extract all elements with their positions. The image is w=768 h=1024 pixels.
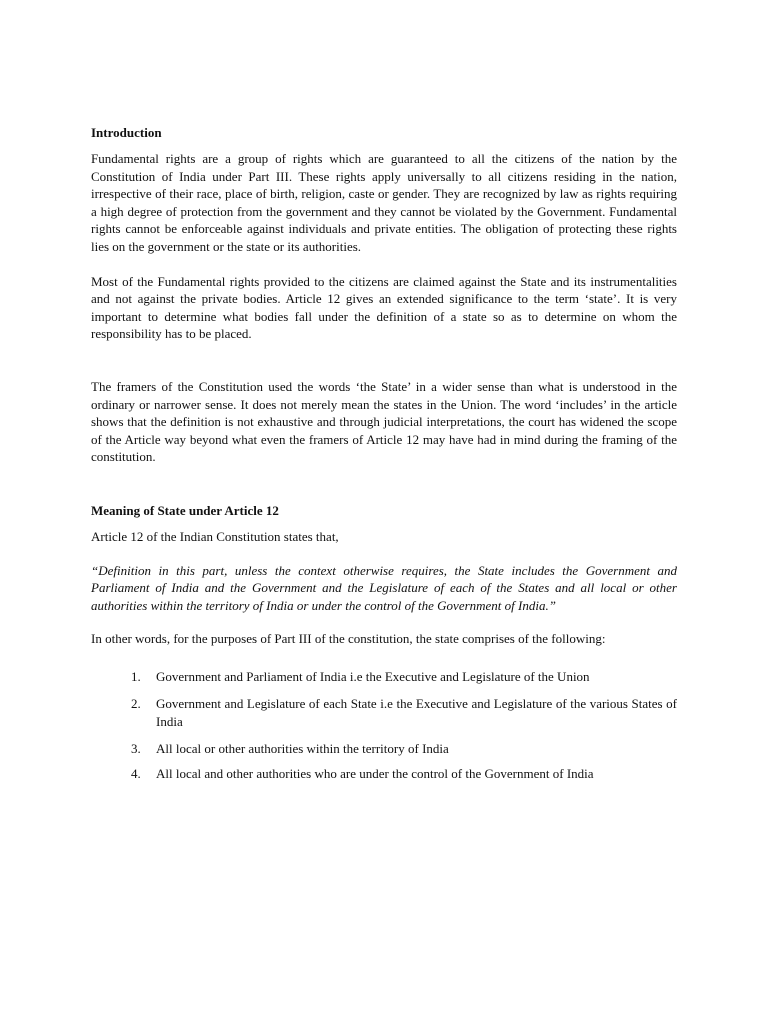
- list-item: [91, 740, 677, 758]
- list-item-text: Government and Legislature of each State i.e the Executive and Legislature of the various States of India: [156, 696, 677, 730]
- list-item: [91, 668, 677, 686]
- document-page: [91, 124, 677, 783]
- state-components-list: [91, 668, 677, 783]
- list-item: [91, 695, 677, 730]
- article-lead-text: Article 12 of the Indian Constitution states that,: [91, 528, 339, 544]
- meaning-heading: Meaning of State under Article 12: [91, 502, 279, 518]
- intro-paragraph-1: Fundamental rights are a group of rights which are guaranteed to all the citizens of the nation by the Constitution of India under Part III. These rights apply universally to all citizens residing in the nation, irrespective of their race, place of birth, religion, caste or gender. They are recognized by law as rights requiring a high degree of protection from the government and they cannot be violated by the Government. Fundamental rights cannot be enforceable against individuals and private entities. The obligation of protecting these rights lies on the government or the state or its authorities.: [91, 151, 677, 254]
- introduction-heading: Introduction: [91, 125, 162, 140]
- list-item-text: All local and other authorities who are under the control of the Government of India: [156, 766, 594, 782]
- intro-paragraph-3: The framers of the Constitution used the words ‘the State’ in a wider sense than what is understood in the ordinary or narrower sense. It does not merely mean the states in the Union. The word ‘includes’ in the article shows that the definition is not exhaustive and through judicial interpretations, the court has widened the scope of the Article way beyond what even the framers of Article 12 may have had in mind during the framing of the constitution.: [91, 378, 677, 465]
- list-item-number: 3.: [131, 740, 141, 756]
- list-item-number: 1.: [131, 668, 141, 684]
- summary-paragraph: In other words, for the purposes of Part III of the constitution, the state comprises of the following:: [91, 631, 606, 647]
- list-item: [91, 765, 677, 783]
- list-item-number: 4.: [131, 766, 141, 782]
- list-item-number: 2.: [131, 696, 141, 712]
- list-item-text: Government and Parliament of India i.e the Executive and Legislature of the Union: [156, 668, 590, 684]
- intro-paragraph-2: Most of the Fundamental rights provided to the citizens are claimed against the State and its instrumentalities and not against the private bodies. Article 12 gives an extended significance to the term ‘state’. It is very important to determine what bodies fall under the definition of a state so as to determine on whom the responsibility has to be placed.: [91, 273, 677, 342]
- list-item-text: All local or other authorities within the territory of India: [156, 740, 449, 756]
- article-12-quote: “Definition in this part, unless the context otherwise requires, the State includes the Government and Parliament of India and the Government and the Legislature of each of the States and all local or other authorities within the territory of India or under the control of the Government of India.”: [91, 562, 677, 613]
